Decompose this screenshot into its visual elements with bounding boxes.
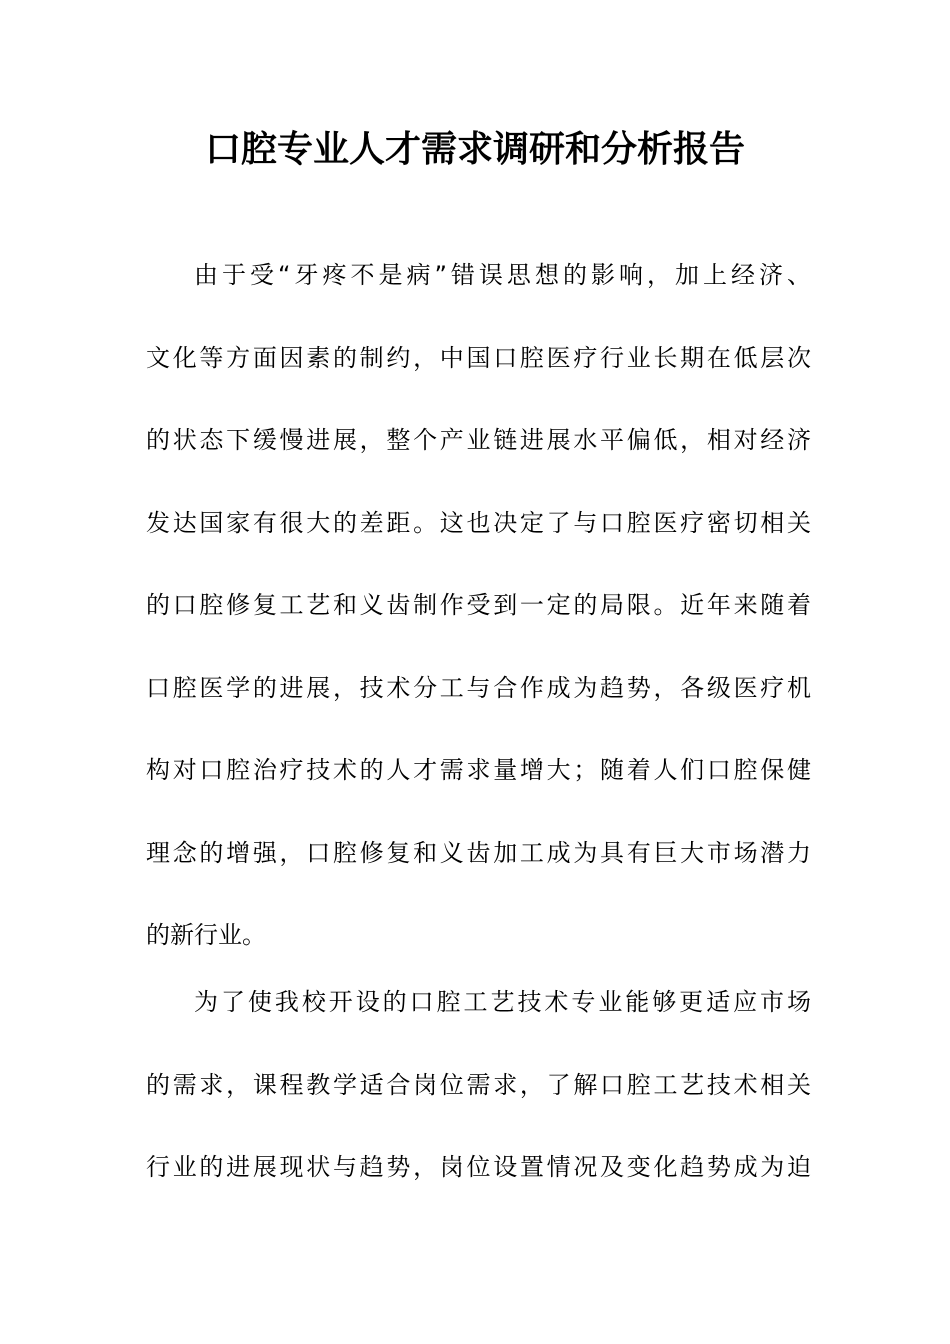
paragraph-line: 的新行业。: [146, 921, 266, 949]
paragraph-line: 的需求，课程教学适合岗位需求，了解口腔工艺技术相关: [146, 1070, 811, 1099]
paragraph-line: 由于受“牙疼不是病”错误思想的影响，加上经济、: [194, 261, 811, 289]
paragraph-1: [146, 234, 811, 977]
paragraph-line: 口腔医学的进展，技术分工与合作成为趋势，各级医疗机: [146, 673, 811, 702]
paragraph-line: 的状态下缓慢进展，整个产业链进展水平偏低，相对经济: [146, 426, 811, 454]
paragraph-line: 理念的增强，口腔修复和义齿加工成为具有巨大市场潜力: [146, 838, 811, 867]
paragraph-line: 行业的进展现状与趋势，岗位设置情况及变化趋势成为迫: [146, 1153, 811, 1181]
paragraph-line: 发达国家有很大的差距。这也决定了与口腔医疗密切相关: [146, 508, 811, 537]
paragraph-2: [146, 961, 811, 1209]
paragraph-line: 为了使我校开设的口腔工艺技术专业能够更适应市场: [194, 988, 811, 1016]
paragraph-line: 构对口腔治疗技术的人才需求量增大；随着人们口腔保健: [146, 756, 811, 784]
paragraph-line: 文化等方面因素的制约，中国口腔医疗行业长期在低层次: [146, 343, 811, 372]
paragraph-line: 的口腔修复工艺和义齿制作受到一定的局限。近年来随着: [146, 591, 811, 619]
document-title: 口腔专业人才需求调研和分析报告: [204, 128, 745, 170]
